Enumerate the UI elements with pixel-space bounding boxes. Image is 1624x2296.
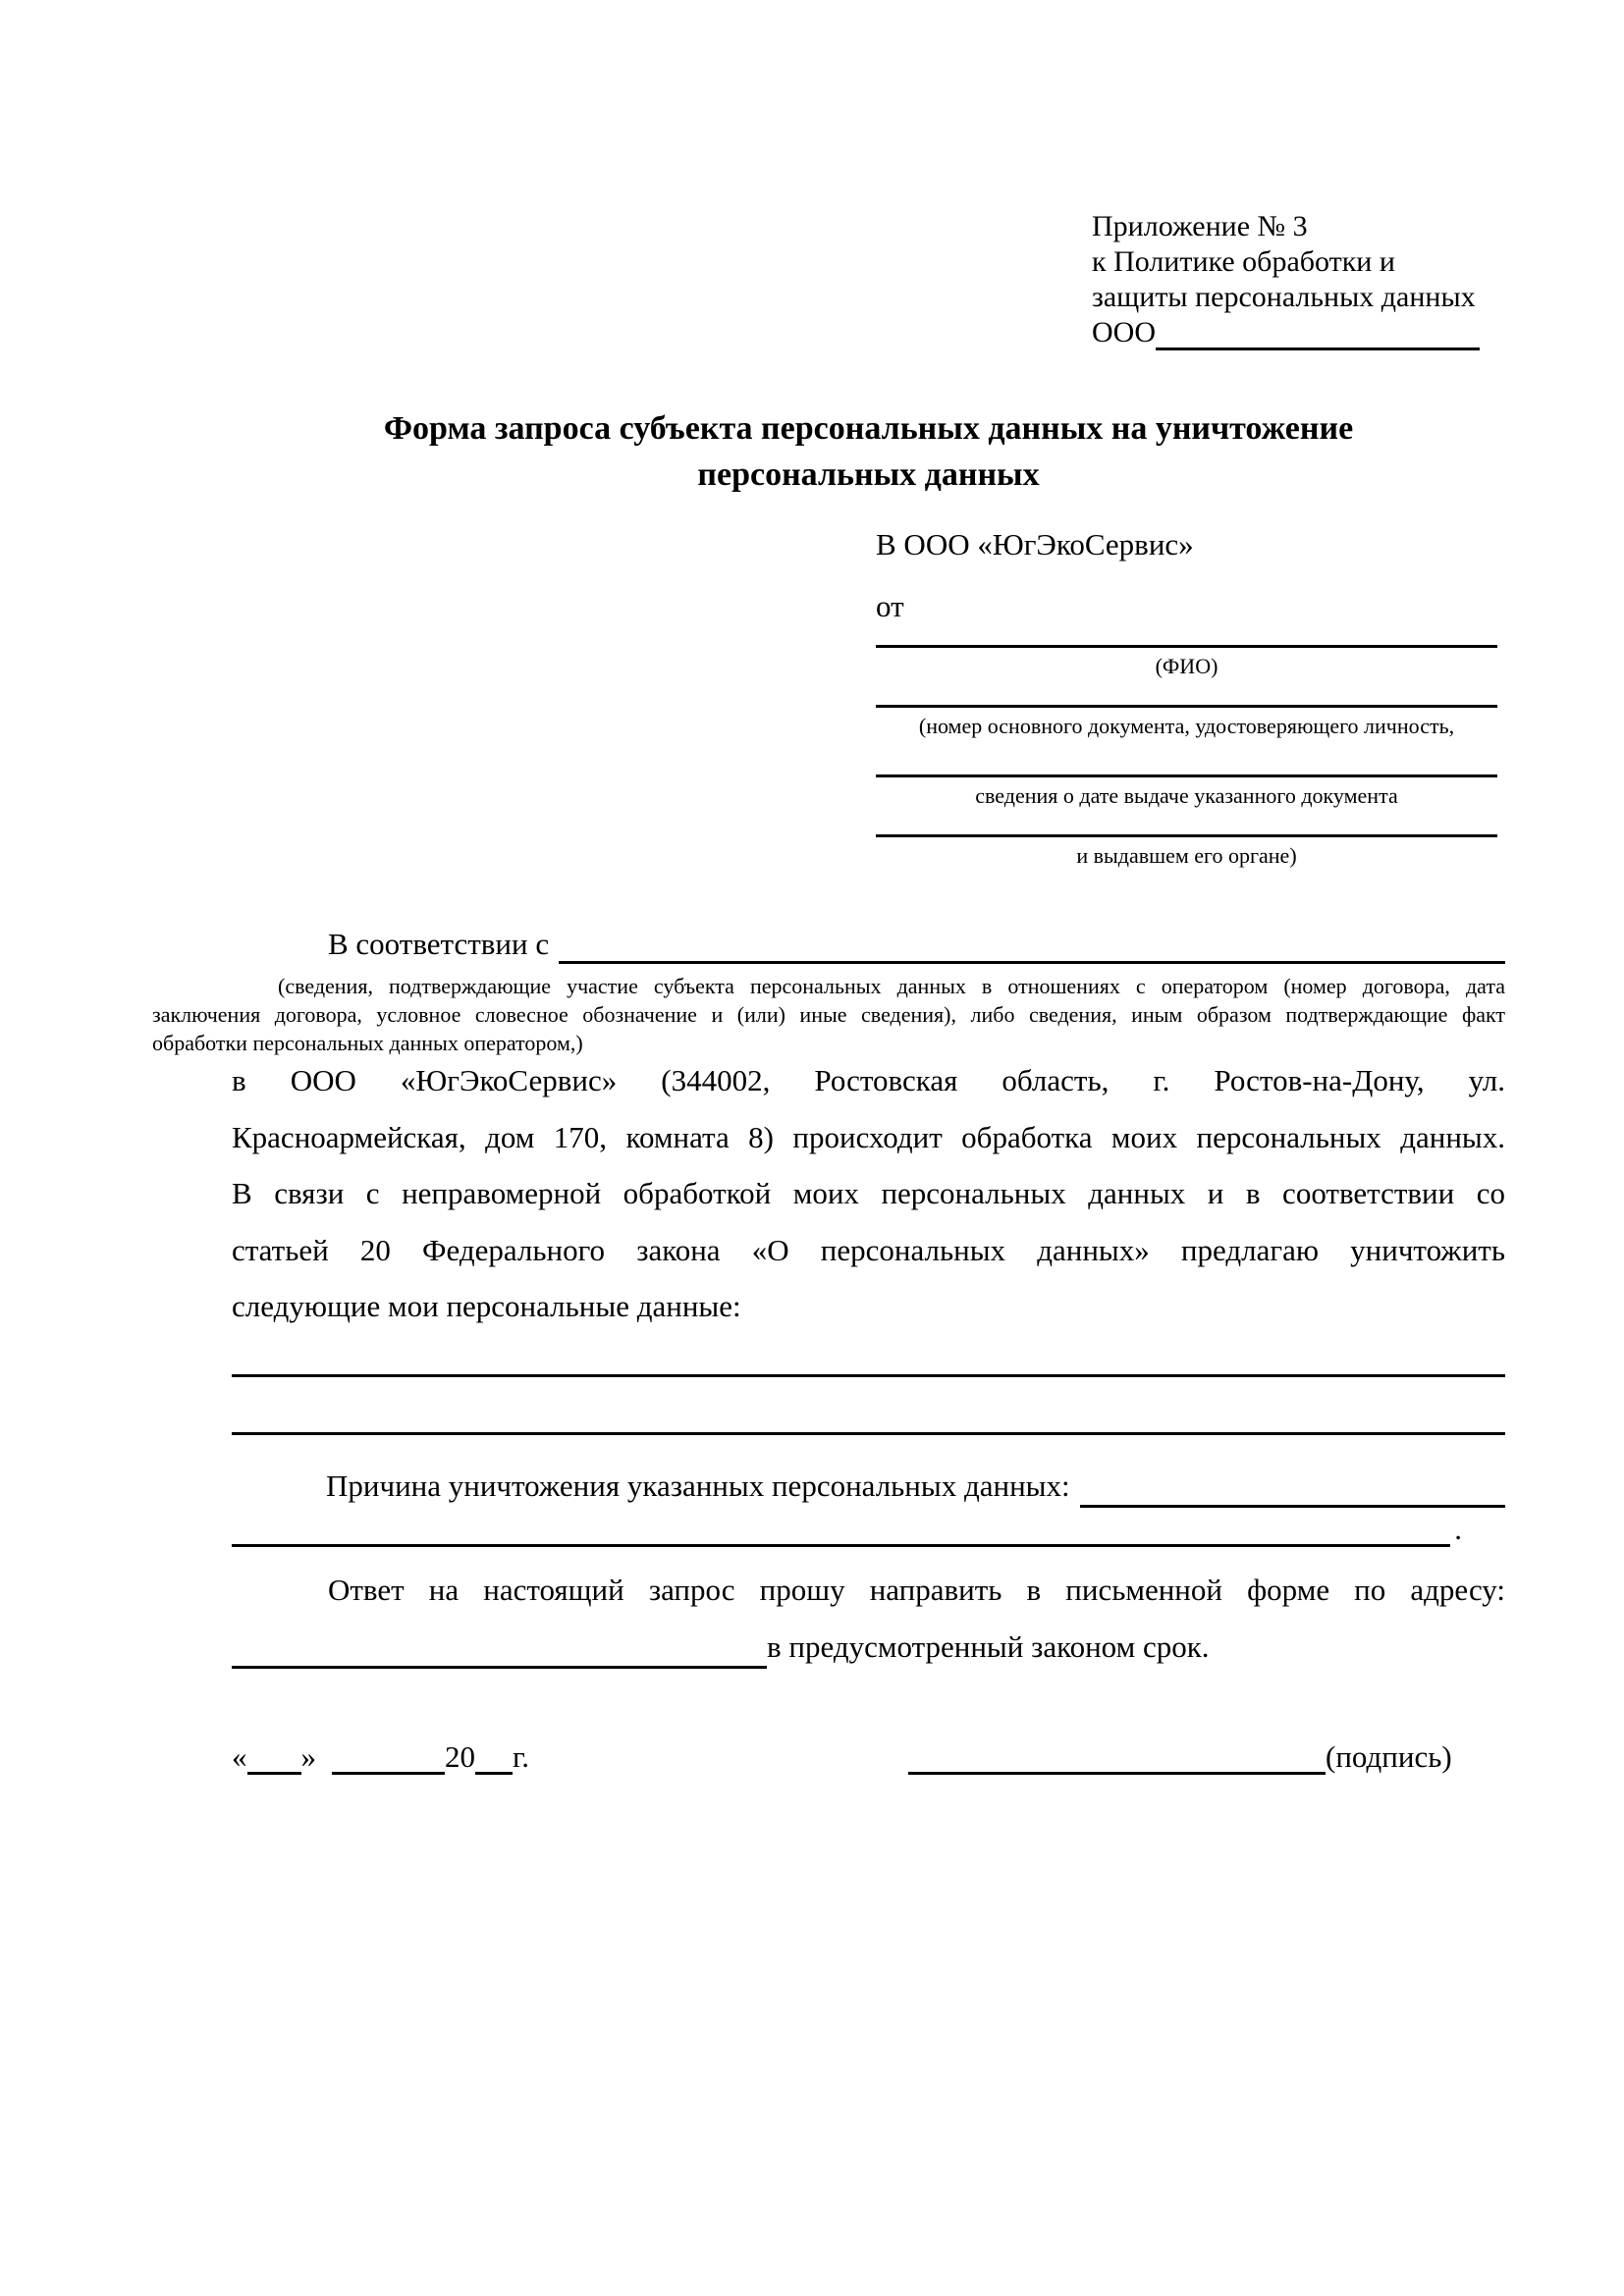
ooo-name-blank bbox=[1156, 315, 1480, 350]
page-title-line-1: Форма запроса субъекта персональных данных на уничтожение bbox=[383, 410, 1354, 447]
page-title-line-2: персональных данных bbox=[697, 456, 1040, 493]
personal-data-blank-1 bbox=[232, 1374, 1505, 1377]
personal-data-blank-2 bbox=[232, 1432, 1505, 1435]
addressee-from-label: от bbox=[876, 589, 904, 623]
annex-line-2: к Политике обработки и bbox=[1092, 245, 1395, 278]
doc-caption-1: (номер основного документа, удостоверяющего личность, bbox=[918, 714, 1455, 738]
main-paragraph-line-2: Красноармейская, дом 170, комната 8) происходит обработка моих персональных данных. bbox=[232, 1119, 1505, 1154]
annex-ooo-line bbox=[1092, 315, 1514, 350]
accordance-line bbox=[232, 925, 1505, 964]
year-suffix: г. bbox=[513, 1739, 529, 1774]
reason-label: Причина уничтожения указанных персональных данных: bbox=[326, 1468, 1070, 1503]
signature-blank bbox=[908, 1739, 1326, 1775]
fio-caption: (ФИО) bbox=[1155, 654, 1218, 678]
doc-issue-date-blank bbox=[876, 739, 1497, 777]
doc-issuer-blank bbox=[876, 809, 1497, 837]
main-paragraph-line-4: статьей 20 Федерального закона «О персональных данных» предлагаю уничтожить bbox=[232, 1232, 1505, 1267]
addressee-block bbox=[876, 525, 1497, 869]
term-line bbox=[232, 1626, 1505, 1669]
annex-line-1: Приложение № 3 bbox=[1092, 210, 1308, 242]
signature-caption: (подпись) bbox=[1326, 1739, 1452, 1774]
reason-line bbox=[232, 1465, 1505, 1508]
doc-number-blank bbox=[876, 679, 1497, 708]
main-paragraph-line-5: следующие мои персональные данные: bbox=[232, 1289, 741, 1323]
date-year-blank bbox=[475, 1739, 513, 1775]
reason-continuation-line bbox=[232, 1512, 1462, 1547]
reason-blank bbox=[1080, 1465, 1505, 1508]
date-quote-open: « bbox=[232, 1739, 247, 1774]
answer-sentence: Ответ на настоящий запрос прошу направить в письменной форме по адресу: bbox=[328, 1573, 1505, 1607]
footnote-line-3: обработки персональных данных оператором,) bbox=[152, 1031, 583, 1055]
annex-note bbox=[1092, 209, 1514, 350]
fio-blank bbox=[876, 626, 1497, 648]
accordance-lead: В соответствии с bbox=[328, 927, 550, 961]
main-paragraph-line-1: в ООО «ЮгЭкоСервис» (344002, Ростовская область, г. Ростов-на-Дону, ул. bbox=[232, 1063, 1505, 1097]
accordance-blank bbox=[559, 925, 1505, 964]
term-text: в предусмотренный законом срок. bbox=[767, 1629, 1210, 1664]
main-paragraph-line-3: В связи с неправомерной обработкой моих персональных данных и в соответствии со bbox=[232, 1176, 1505, 1210]
signature-line bbox=[908, 1739, 1468, 1775]
date-quote-close: » bbox=[300, 1739, 316, 1774]
addressee-to: В ООО «ЮгЭкоСервис» bbox=[876, 527, 1194, 561]
address-blank bbox=[232, 1626, 767, 1669]
footnote-line-2: заключения договора, условное словесное обозначение и (или) иные сведения), либо сведения, иным образом подтверждающие факт bbox=[152, 1002, 1505, 1027]
page-title bbox=[232, 405, 1505, 498]
period-mark: . bbox=[1454, 1512, 1462, 1546]
date-day-blank bbox=[247, 1739, 301, 1775]
date-line bbox=[232, 1739, 529, 1775]
ooo-label: ООО bbox=[1092, 316, 1156, 348]
main-paragraph bbox=[232, 1052, 1505, 1335]
annex-line-3: защиты персональных данных bbox=[1092, 281, 1476, 313]
footnote-line-1: (сведения, подтверждающие участие субъекта персональных данных в отношениях с оператором (номер договора, дата bbox=[278, 974, 1505, 998]
reason-continuation-blank bbox=[232, 1512, 1450, 1547]
accordance-footnote bbox=[152, 972, 1505, 1057]
doc-caption-2: сведения о дате выдаче указанного документа bbox=[975, 783, 1398, 808]
year-prefix: 20 bbox=[445, 1739, 475, 1774]
date-month-blank bbox=[332, 1739, 445, 1775]
doc-caption-3: и выдавшем его органе) bbox=[1076, 843, 1297, 868]
